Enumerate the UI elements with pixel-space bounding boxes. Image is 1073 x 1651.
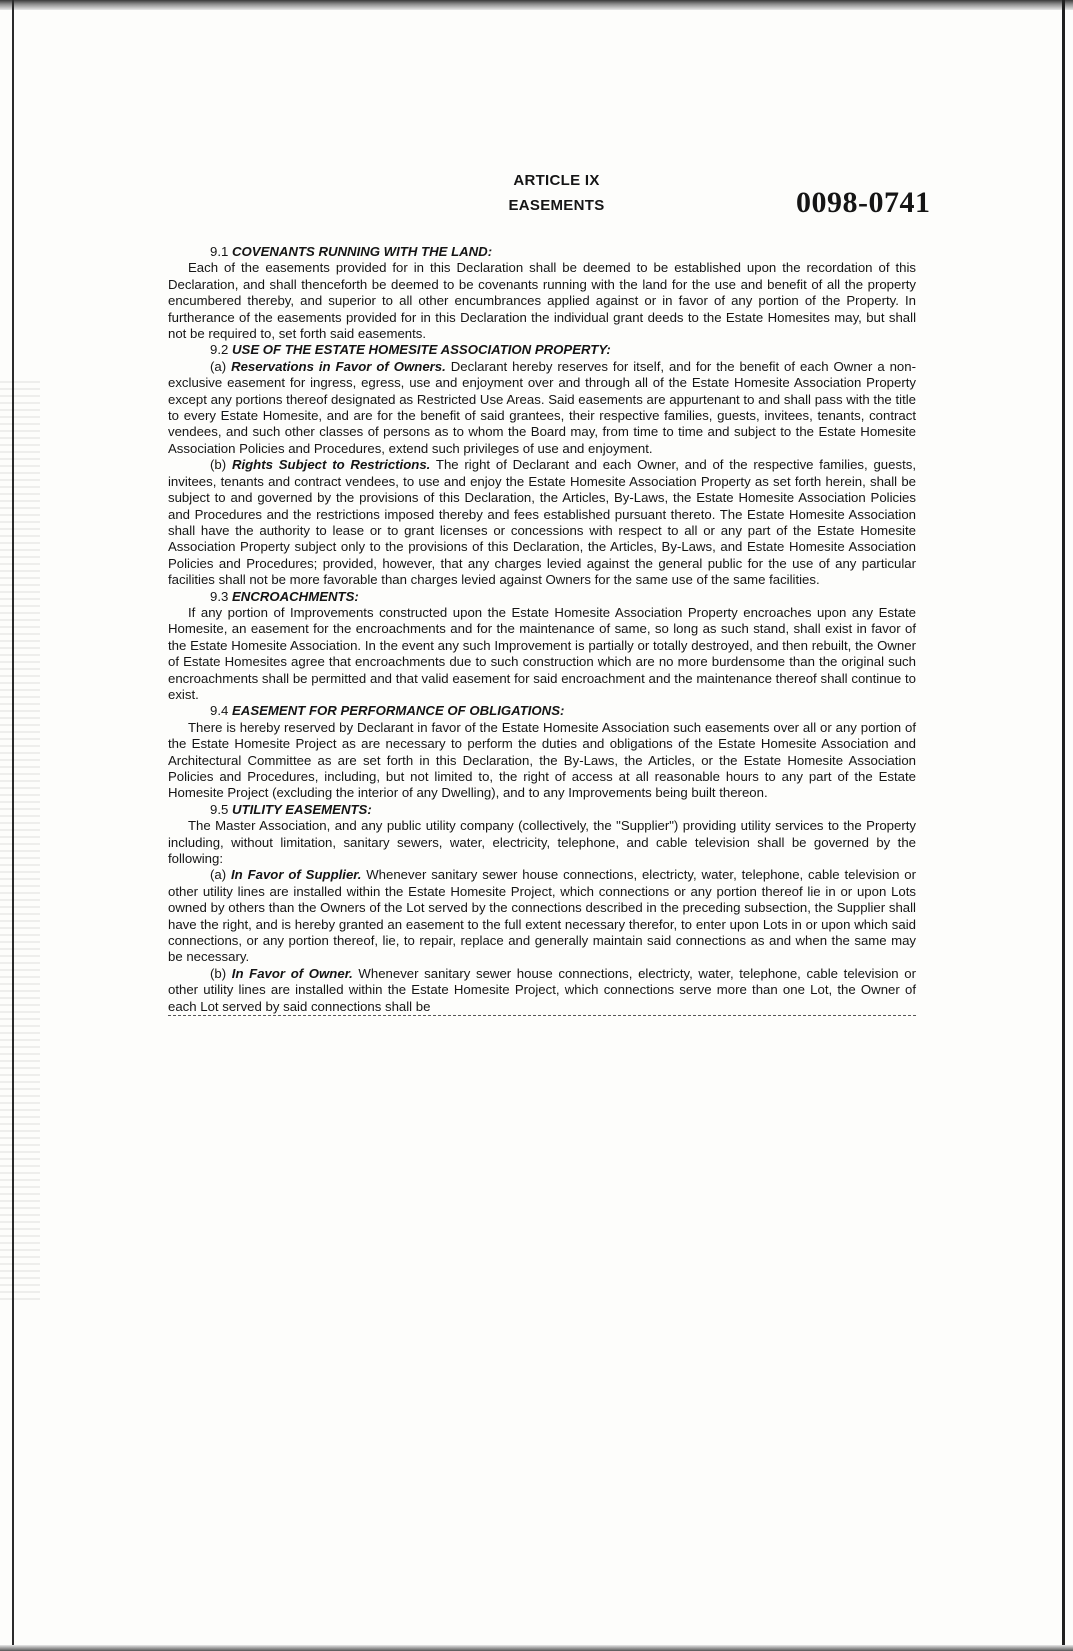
subsection-label: In Favor of Supplier. [231, 867, 362, 883]
section-number: 9.1 [210, 244, 229, 259]
section-number: 9.3 [210, 588, 229, 604]
subsection-marker: (a) [210, 867, 227, 883]
section-title: ENCROACHMENTS: [232, 588, 359, 604]
section-9-5-a [168, 867, 916, 965]
document-body [168, 244, 916, 1016]
subsection-label: In Favor of Owner. [231, 965, 353, 981]
section-number: 9.4 [210, 703, 229, 719]
section-9-1-body: Each of the easements provided for in this Declaration shall be deemed to be established upon the recordation of this Declaration, and shall thenceforth be deemed to be covenants running with the land for the use and benefit of all the property encumbered thereby, and superior to all other encumbrances applied against or in favor of any portion of the Property. In furtherance of the easements provided for in this Declaration the individual grant deeds to the Estate Homesites may, but shall not be required to, set forth said easements. [168, 260, 916, 342]
section-number: 9.2 [210, 342, 229, 358]
subsection-body: The right of Declarant and each Owner, and of the respective families, guests, invitees, tenants and contract vendees, to use and enjoy the Estate Homesite Association Property as set forth herein, shall be subject to and governed by the provisions of this Declaration, the Articles, By-Laws, the Estate Homesite Association Policies and Procedures and the restrictions imposed thereby and fees established pursuant thereto. The Estate Homesite Association shall have the authority to lease or to grant licenses or concessions with respect to all or any part of the Estate Homesite Association Property subject only to the provisions of this Declaration, the Articles, By-Laws, and Estate Homesite Association Policies and Procedures; provided, however, that any charges levied against the general public for the use of any particular facilities shall not be more favorable than charges levied against Owners for the same use of the same facilities. [168, 457, 916, 588]
scan-edge-top [0, 0, 1073, 10]
subsection-marker: (b) [210, 965, 227, 981]
subsection-label: Reservations in Favor of Owners. [231, 358, 446, 374]
section-9-2-b [168, 457, 916, 588]
section-title: USE OF THE ESTATE HOMESITE ASSOCIATION PROPERTY: [232, 342, 611, 358]
section-9-4-heading [168, 703, 916, 719]
section-9-5-b [168, 966, 916, 1016]
section-9-1-heading [168, 244, 916, 260]
section-9-2-heading [168, 342, 916, 358]
document-number: 0098-0741 [796, 186, 931, 219]
section-number: 9.5 [210, 801, 229, 817]
section-9-3-heading [168, 589, 916, 605]
scan-edge-bottom [0, 1645, 1073, 1651]
subsection-label: Rights Subject to Restrictions. [231, 457, 431, 473]
section-title: EASEMENT FOR PERFORMANCE OF OBLIGATIONS: [232, 703, 565, 719]
subsection-body: Whenever sanitary sewer house connections, electricty, water, telephone, cable television or other utility lines are installed within the Estate Homesite Project, which connections serve more than one Lot, the Owner of each Lot served by said connections shall be [168, 965, 917, 1014]
article-title: ARTICLE IX [513, 172, 600, 189]
subsection-marker: (b) [210, 457, 227, 473]
scan-speckle [0, 380, 40, 1300]
section-9-2-a [168, 359, 916, 457]
section-9-4-body: There is hereby reserved by Declarant in favor of the Estate Homesite Association such easements over all or any portion of the Estate Homesite Project as are necessary to perform the duties and obligations of the Estate Homesite Association and Architectural Committee as are set forth in this Declaration, the By-Laws, the Articles, or the Estate Homesite Association Policies and Procedures, including, but not limited to, the right of access at all reasonable hours to any part of the Estate Homesite Project (excluding the interior of any Dwelling), and to any Improvements being built thereon. [168, 719, 916, 801]
scan-edge-right [1062, 0, 1065, 1651]
article-subtitle: EASEMENTS [508, 197, 605, 214]
subsection-body: Declarant hereby reserves for itself, and for the benefit of each Owner a non-exclusive easement for ingress, egress, use and enjoyment over and through all of the Estate Homesite Association Property except any portions thereof designated as Restricted Use Areas. Said easements are appurtenant to and shall pass with the title to every Estate Homesite, and are for the benefit of said grantees, their respective families, guests, invitees, tenants, contract vendees, and such other classes of persons as to whom the Board may, from time to time and subject to the Estate Homesite Association Policies and Procedures, extend such privileges of use and enjoyment. [168, 358, 916, 456]
section-9-5-body: The Master Association, and any public utility company (collectively, the "Supplier") providing utility services to the Property including, without limitation, sanitary sewers, water, electricity, telephone, and cable television shall be governed by the following: [168, 818, 916, 867]
section-9-3-body: If any portion of Improvements constructed upon the Estate Homesite Association Property encroaches upon any Estate Homesite, an easement for the encroachments and for the maintenance of same, so long as such stand, shall exist in favor of the Estate Homesite Association. In the event any such Improvement is partially or totally destroyed, and then rebuilt, the Owner of Estate Homesites agree that encroachments due to such construction which are no more burdensome than the original such encroachments shall be permitted and that valid easement for said encroachment and the maintenance thereof shall continue to exist. [168, 604, 916, 702]
section-title: COVENANTS RUNNING WITH THE LAND: [232, 244, 493, 259]
section-9-5-heading [168, 802, 916, 818]
subsection-body: Whenever sanitary sewer house connections, electricty, water, telephone, cable television or other utility lines are installed within the Estate Homesite Project, which connections or any portion thereof lie in or upon Lots owned by others than the Owners of the Lot served by the connections described in the preceding subsection, the Supplier shall have the right, and is hereby granted an easement to the full extent necessary therefor, to enter upon Lots in or upon which said connections, or any portion thereof, lie, to repair, replace and generally maintain said connections as and when the same may be necessary. [168, 867, 917, 965]
section-title: UTILITY EASEMENTS: [232, 801, 372, 817]
subsection-marker: (a) [210, 358, 227, 374]
